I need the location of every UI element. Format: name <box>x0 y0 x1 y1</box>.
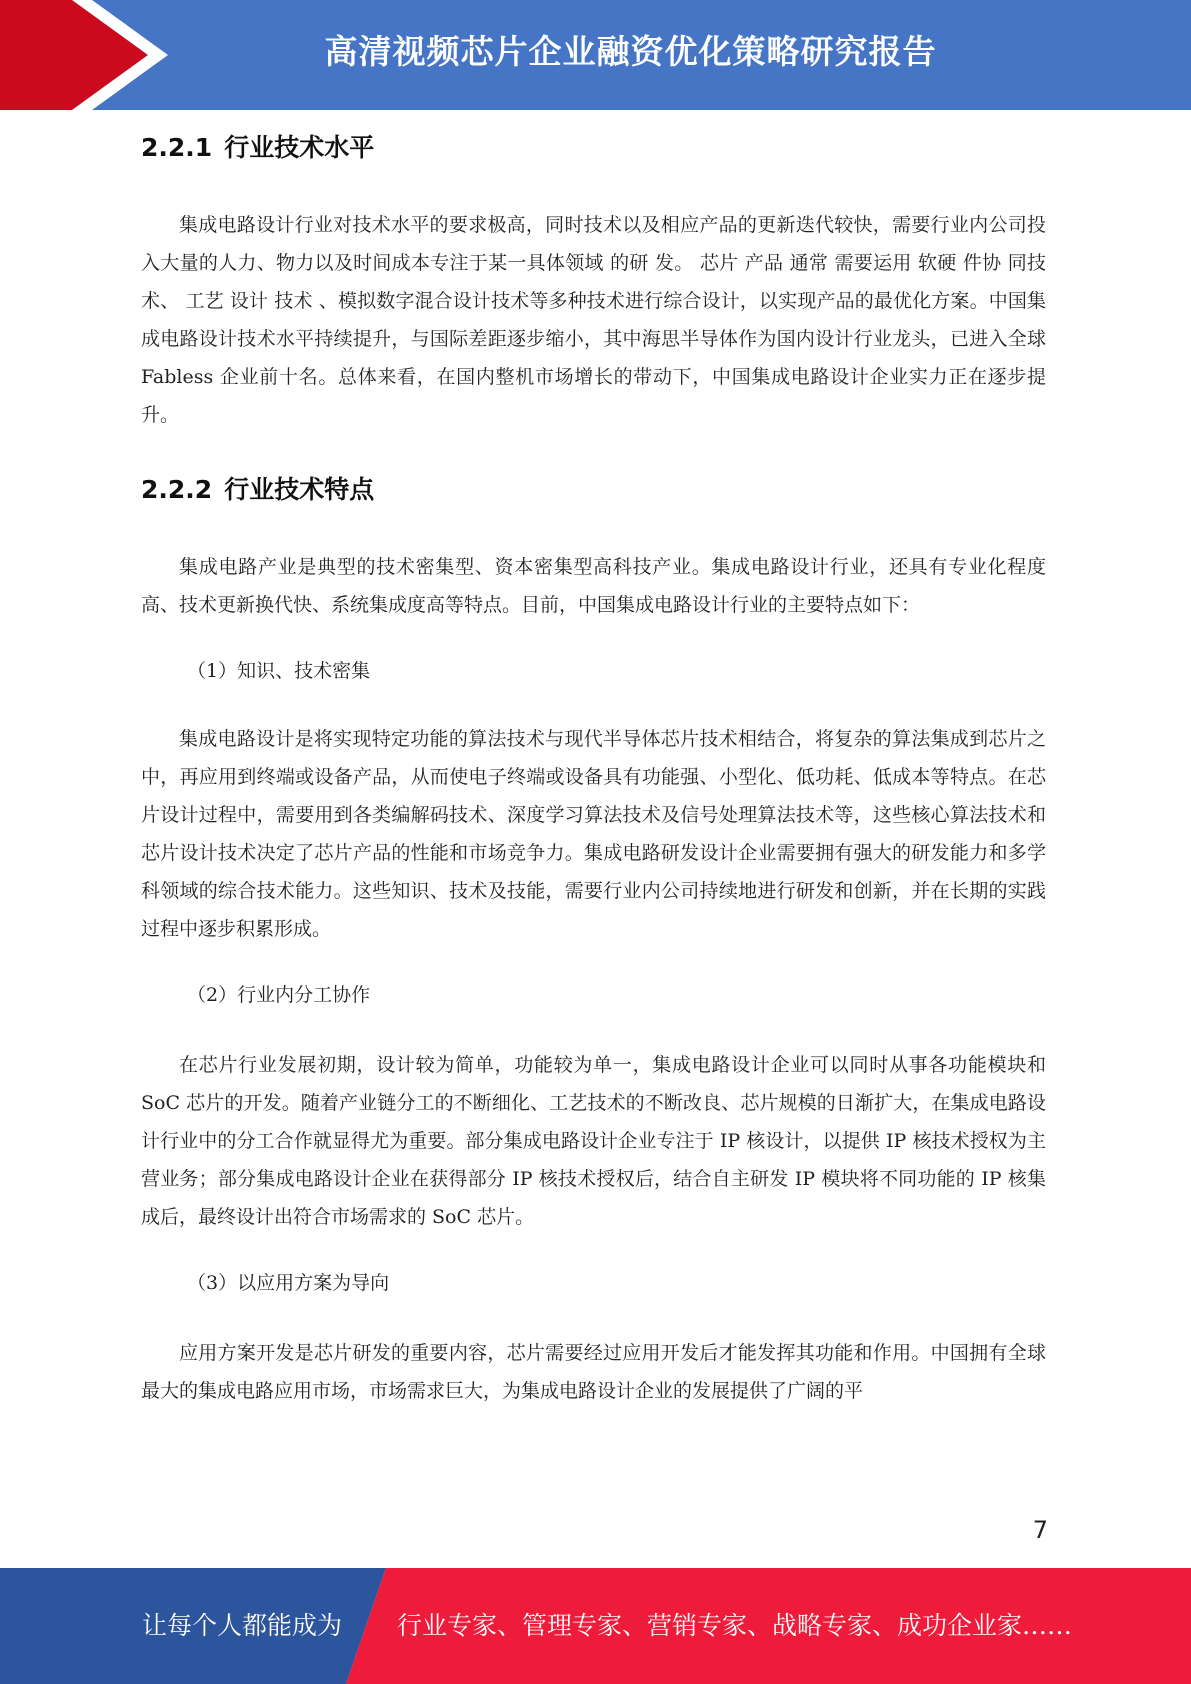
section-number: 2.2.1 <box>141 133 213 162</box>
subheading-application-oriented: （3）以应用方案为导向 <box>187 1272 390 1294</box>
section-number: 2.2.2 <box>141 475 213 504</box>
header-red-arrow <box>0 0 148 110</box>
section-heading-2-2-2 <box>141 472 1046 508</box>
paragraph-tech-level: 集成电路设计行业对技术水平的要求极高，同时技术以及相应产品的更新迭代较快，需要行业内公司投入大量的人力、物力以及时间成本专注于某一具体领域 的研 发。 芯片 产品 通常 需要运用 软硬 件协 同技 术、 工艺 设计 技术 、模拟数字混合设计技术等多种技术进行综合设计，以实现产品的最优化方案。中国集成电路设计技术水平持续提升，与国际差距逐步缩小，其中海思半导体作为国内设计行业龙头，已进入全球 Fabless 企业前十名。总体来看，在国内整机市场增长的带动下，中国集成电路设计企业实力正在逐步提升。 <box>141 214 1046 426</box>
page-number: 7 <box>1032 1516 1048 1544</box>
paragraph-tech-features-intro: 集成电路产业是典型的技术密集型、资本密集型高科技产业。集成电路设计行业，还具有专业化程度高、技术更新换代快、系统集成度高等特点。目前，中国集成电路设计行业的主要特点如下： <box>141 556 1046 616</box>
section-title: 行业技术水平 <box>224 133 375 162</box>
section-title: 行业技术特点 <box>224 475 375 504</box>
page-footer <box>0 1568 1191 1684</box>
subheading-division-of-labor: （2）行业内分工协作 <box>187 984 371 1006</box>
document-body <box>141 110 1046 1410</box>
footer-slogan-left: 让每个人都能成为 <box>142 1611 343 1640</box>
report-title: 高清视频芯片企业融资优化策略研究报告 <box>324 32 937 71</box>
paragraph-application-oriented: 应用方案开发是芯片研发的重要内容，芯片需要经过应用开发后才能发挥其功能和作用。中国拥有全球最大的集成电路应用市场，市场需求巨大，为集成电路设计企业的发展提供了广阔的平 <box>141 1342 1046 1402</box>
paragraph-division-of-labor: 在芯片行业发展初期，设计较为简单，功能较为单一，集成电路设计企业可以同时从事各功能模块和 SoC 芯片的开发。随着产业链分工的不断细化、工艺技术的不断改良、芯片规模的日渐扩大，在集成电路设计行业中的分工合作就显得尤为重要。部分集成电路设计企业专注于 IP 核设计，以提供 IP 核技术授权为主营业务；部分集成电路设计企业在获得部分 IP 核技术授权后，结合自主研发 IP 模块将不同功能的 IP 核集成后，最终设计出符合市场需求的 SoC 芯片。 <box>141 1054 1046 1228</box>
page-header <box>0 0 1191 110</box>
subheading-knowledge-intensive: （1）知识、技术密集 <box>187 660 371 682</box>
paragraph-knowledge-intensive: 集成电路设计是将实现特定功能的算法技术与现代半导体芯片技术相结合，将复杂的算法集成到芯片之中，再应用到终端或设备产品，从而使电子终端或设备具有功能强、小型化、低功耗、低成本等特点。在芯片设计过程中，需要用到各类编解码技术、深度学习算法技术及信号处理算法技术等，这些核心算法技术和芯片设计技术决定了芯片产品的性能和市场竞争力。集成电路研发设计企业需要拥有强大的研发能力和多学科领域的综合技术能力。这些知识、技术及技能，需要行业内公司持续地进行研发和创新，并在长期的实践过程中逐步积累形成。 <box>141 728 1046 940</box>
footer-slogan-right: 行业专家、管理专家、营销专家、战略专家、成功企业家…… <box>397 1611 1073 1640</box>
section-heading-2-2-1 <box>141 130 1046 166</box>
